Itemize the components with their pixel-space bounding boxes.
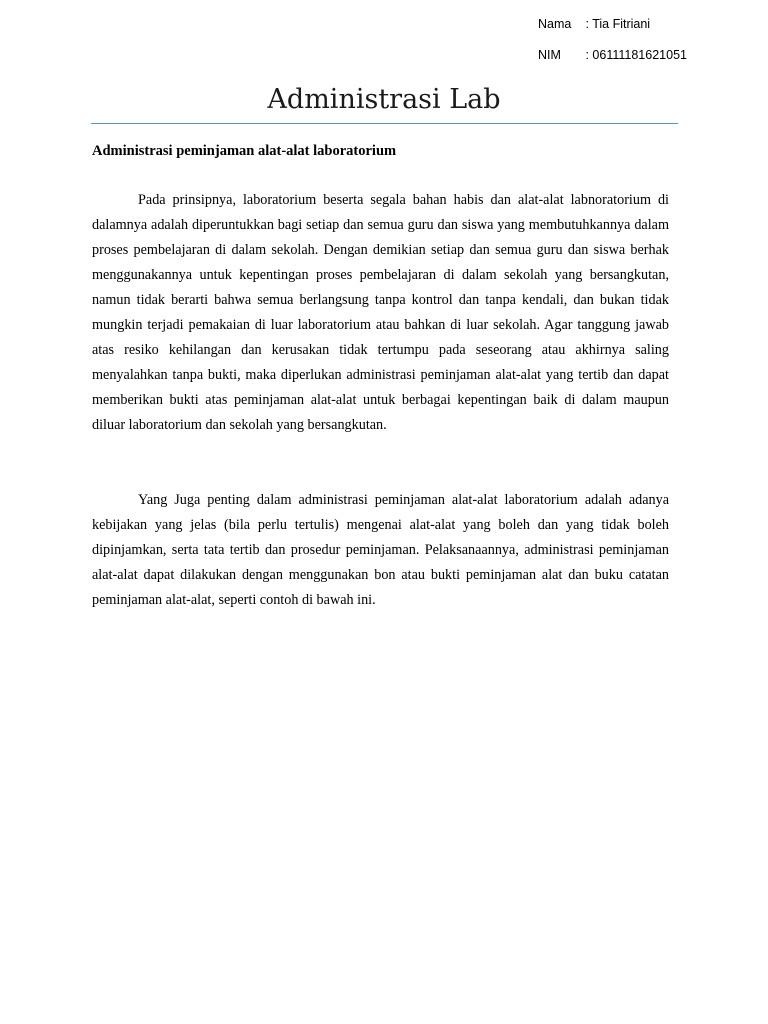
title-underline-rule (91, 123, 678, 124)
student-nim-line (538, 47, 687, 63)
nim-label: NIM (538, 48, 561, 62)
body-paragraph-2: Yang Juga penting dalam administrasi peminjaman alat-alat laboratorium adalah adanya kebijakan yang jelas (bila perlu tertulis) mengenai alat-alat yang boleh dan yang tidak boleh dipinjamkan, serta tata tertib dan prosedur peminjaman. Pelaksanaannya, administrasi peminjaman alat-alat dapat dilakukan dengan menggunakan bon atau bukti peminjaman alat dan buku catatan peminjaman alat-alat, seperti contoh di bawah ini. (92, 492, 669, 608)
student-name-line (538, 16, 650, 32)
name-label: Nama (538, 17, 572, 31)
section-heading: Administrasi peminjaman alat-alat laboratorium (92, 143, 397, 159)
name-value: : Tia Fitriani (585, 17, 651, 31)
document-title: Administrasi Lab (267, 84, 501, 115)
body-paragraph-1: Pada prinsipnya, laboratorium beserta segala bahan habis dan alat-alat labnoratorium di dalamnya adalah diperuntukkan bagi setiap dan semua guru dan siswa yang membutuhkannya dalam proses pembelajaran di dalam sekolah. Dengan demikian setiap dan semua guru dan siswa berhak menggunakannya untuk kepentingan proses pembelajaran di dalam sekolah yang bersangkutan, namun tidak berarti bahwa semua berlangsung tanpa kontrol dan tanpa kendali, dan bukan tidak mungkin terjadi pemakaian di luar laboratorium atau bahkan di luar sekolah. Agar tanggung jawab atas resiko kehilangan dan kerusakan tidak tertumpu pada seseorang atau akhirnya saling menyalahkan tanpa bukti, maka diperlukan administrasi peminjaman alat-alat yang tertib dan dapat memberikan bukti atas peminjaman alat-alat untuk berbagai kepentingan baik di dalam maupun diluar laboratorium dan sekolah yang bersangkutan. (92, 192, 669, 433)
nim-value: : 06111181621051 (585, 48, 687, 62)
